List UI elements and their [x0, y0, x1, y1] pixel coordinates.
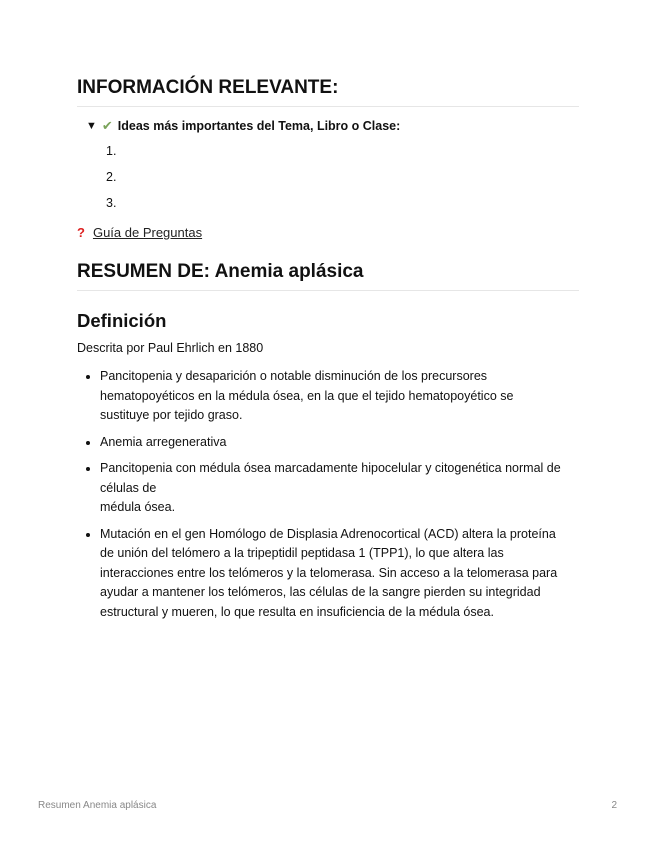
ideas-list: [77, 135, 579, 213]
point-line: hematopoyéticos en la médula ósea, en la que el tejido hematopoyético se: [100, 388, 514, 403]
list-item: [100, 459, 579, 518]
point-line: de unión del telómero a la tripeptidil peptidasa 1 (TPP1), lo que altera las: [100, 546, 504, 560]
definition-intro: Descrita por Paul Ehrlich en 1880: [77, 341, 264, 355]
ideas-toggle[interactable]: [86, 117, 579, 135]
point-line: sustituye por tejido graso.: [100, 408, 243, 422]
footer-page-number: 2: [611, 800, 617, 811]
question-mark-icon: ?: [77, 225, 85, 240]
point-line: médula ósea.: [100, 500, 176, 514]
question-guide-link[interactable]: Guía de Preguntas: [92, 225, 203, 240]
point-line: • Pancitopenia con médula ósea marcadamente hipocelular y citogenética normal de: [100, 461, 561, 475]
list-item: [100, 433, 579, 453]
point-line: estructural y mueren, lo que resulta en insuficiencia de la médula ósea.: [100, 604, 494, 619]
point-line: • Pancitopenia y desaparición o notable disminución de los precursores: [100, 369, 488, 383]
list-item: [77, 161, 579, 187]
list-item: [100, 525, 579, 623]
check-mark-icon: ✔: [101, 118, 113, 133]
question-guide: [77, 225, 579, 240]
definition-heading: Definición: [77, 310, 167, 331]
point-line: interacciones entre los telómeros y la telomerasa. Sin acceso a la telomerasa para: [100, 565, 558, 580]
summary-heading: RESUMEN DE: Anemia aplásica: [77, 260, 579, 291]
definition-points: [77, 367, 579, 622]
document-page: [77, 76, 579, 629]
ideas-toggle-label: Ideas más importantes del Tema, Libro o Clase:: [117, 119, 401, 133]
list-item: [100, 367, 579, 426]
idea-number: 2.: [106, 170, 117, 184]
point-line: • Anemia arregenerativa: [100, 434, 227, 449]
list-item: [77, 187, 579, 213]
point-line: ayudar a mantener los telómeros, las células de la sangre pierden su integridad: [100, 585, 541, 599]
idea-number: 3.: [106, 196, 117, 210]
relevant-info-heading: INFORMACIÓN RELEVANTE:: [77, 76, 579, 107]
point-line: células de: [100, 480, 157, 495]
list-item: [77, 135, 579, 161]
footer-title: Resumen Anemia aplásica: [38, 800, 157, 811]
point-line: • Mutación en el gen Homólogo de Displasia Adrenocortical (ACD) altera la proteína: [100, 526, 556, 541]
idea-number: 1.: [106, 144, 117, 158]
triangle-down-icon[interactable]: ▼: [86, 120, 97, 132]
